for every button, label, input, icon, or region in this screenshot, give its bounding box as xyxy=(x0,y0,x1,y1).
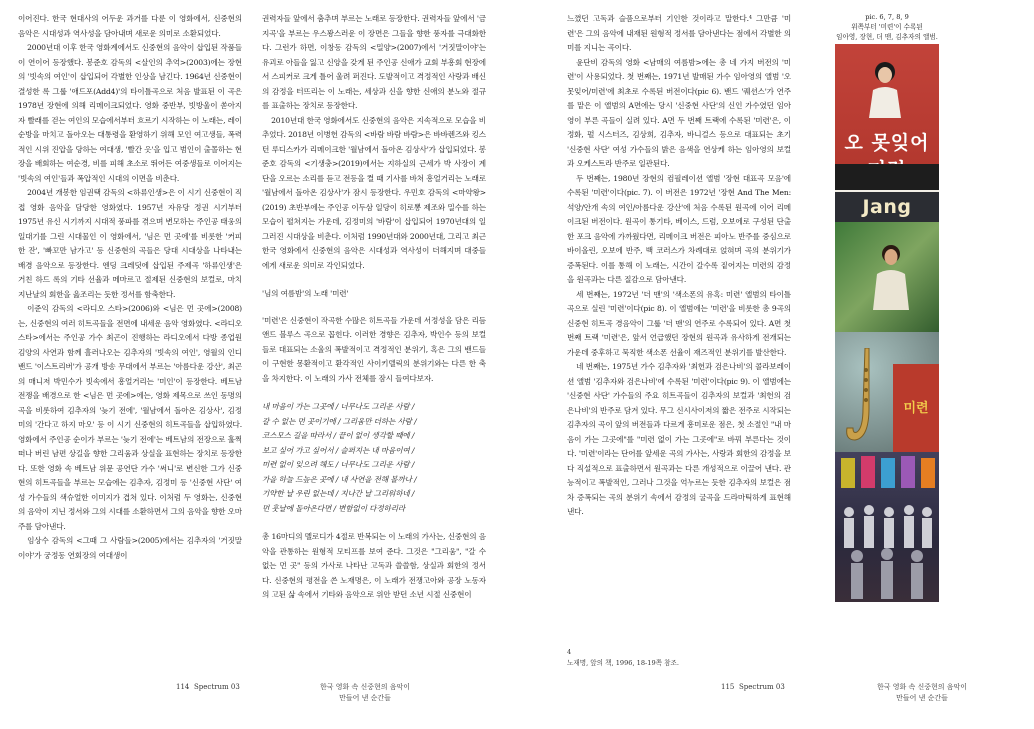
paragraph: 느꼈던 고독과 슬픔으로부터 기인한 것이라고 말한다.⁴ 그만큼 '미련'은 그의 음악에 내재된 원형적 정서를 담아낸다는 점에서 각별한 의미를 지니는 곡이다. xyxy=(567,14,791,52)
left-column-1 xyxy=(18,12,242,563)
paragraph: 이준익 감독의 <라디오 스타>(2006)와 <님은 먼 곳에>(2008)는, 신중현의 여러 히트곡들을 전면에 내세운 음악 영화였다. <라디오 스타>에서는 주인공 가수 최곤이 진행하는 라디오에서 다방 종업원 김양의 사연과 함께 흘러나오는 김추자의 '빗속의 여인', 영월의 인디밴드 '이스트리버'가 공개 방송 무대에서 부르는 '아름다운 강산', 최곤의 매니저 박민수가 빗속에서 흥얼거리는 '미인'이 등장한다. 베트남 전쟁을 배경으로 한 <님은 먼 곳에>에는, 영화 제목으로 쓰인 동명의 곡을 비롯하여 김추자의 '늦기 전에', '월남에서 돌아온 김상사', 김정미의 '간다고 하지 마오' 등 이 시기 신중현의 히트곡들을 삽입하였다. 영화에서 주인공 순이가 부르는 '늦기 전에'는 베트남의 전장으로 훌쩍 떠나 버린 남편 상길을 향한 그리움과 상실을 표현하는 장치로 등장한다. 또한 영화 속 베트남 위문 공연단 가수 '써니'로 변신한 그가 신중현의 히트곡들을 부르는 모습에는 김추자, 김정미 등 '신중현 사단' 여성 가수들의 색슈얼한 이미지가 겹쳐 있다. 이처럼 두 영화는, 신중현의 음악이 지닌 정서와 그의 시대를 소환하면서 그의 음악을 향한 오마주를 담아낸다. xyxy=(18,304,242,531)
running-title-line: 만들어 낸 순간들 xyxy=(896,694,948,702)
magazine-name: Spectrum 03 xyxy=(194,683,240,691)
running-title xyxy=(300,682,430,704)
singer-portrait-icon xyxy=(871,240,911,310)
paragraph: 2000년대 이후 한국 영화계에서도 신중현의 음악이 삽입된 작품들이 연이어 등장했다. 봉준호 감독의 <살인의 추억>(2003)에는 장현의 '빗속의 여인'이 삽입되어 각별한 인상을 남긴다. 1964년 신중현이 결성한 록 그룹 '애드포(Add4)'의 타이틀곡으로 처음 발표된 이 곡은 1978년 장현에 의해 리메이크되었다. 영화 중반부, 빗방울이 쏟아지자 빨래를 걷는 여인의 모습에서부터 흐르기 시작하는 이 노래는, 레이 순방을 마치고 돌아오는 대통령을 환영하기 위해 모인 여고생들, 폭력적인 시위 진압을 당하는 여대생, '빨간 옷'을 입고 범인이 출몰하는 현장을 배회하는 여순경, 비를 피해 초소로 뛰어든 여중생들로 이어지는 '빗속의 여인'들과 폭압적인 시대의 이면을 비춘다. xyxy=(18,43,242,183)
paragraph: 2010년대 한국 영화에서도 신중현의 음악은 지속적으로 모습을 비추었다. 2018년 이병헌 감독의 <바람 바람 바람>은 바바렌즈와 킹스턴 루디스카가 리메이크한 '월남에서 돌아온 김상사'가 삽입되었다. 봉준호 감독의 <기생충>(2019)에서는 지하실의 근세가 박 사장이 계단을 오르는 소리를 듣고 전등을 켤 때 기사를 바쳐 흥얼거리는 노래로 '월남에서 돌아온 김상사'가 잠시 등장한다. 우민호 감독의 <마약왕>(2019) 초반부에는 주인공 이두삼 일당이 히로뽕 제조와 밀수를 하는 모습이 펼쳐지는 가운데, 김정미의 '바람'이 삽입되어 1970년대의 일그러진 시대상을 비춘다. 이처럼 1990년대와 2000년대, 그리고 최근 한국 영화에서 신중현의 음악은 시대성과 역사성이 더해지며 대중들에게 새로운 의미로 각인되었다. xyxy=(262,115,486,270)
album-cover-the-men xyxy=(835,332,939,452)
running-title-line: 만들어 낸 순간들 xyxy=(339,694,391,702)
right-page xyxy=(517,0,1034,729)
section-heading: '님의 여름밤'의 노래 '미련' xyxy=(262,289,349,298)
lyric-line: 기약한 날 우린 없는데 / 지나간 날 그리워하네 / xyxy=(262,489,415,498)
paragraph: 네 번째는, 1975년 가수 김추자와 '최헌과 검은나비'의 콜라보레이션 앨범 '김추자와 검은나비'에 수록된 '미련'이다(pic 9). 이 앨범에는 '신중현 사단' 가수들의 주요 히트곡들이 김추자의 보컬과 '최헌의 검은나비'의 반주로 담겨 있다. 무그 신시사이저의 짧은 전주로 시작되는 김추자의 곡이 앞의 버전들과 다르게 흥미로운 점은, 첫 소절인 "내 마음이 가는 그곳에"를 "미련 없이 가는 그곳에"로 바꿔 부른다는 것이다. '미련'이라는 단어를 앞세운 곡의 가사는, 사랑과 회한의 감정을 보다 직설적으로 표출하면서 원곡과는 다른 개성적으로 이끌어 낸다. 관능적이고 폭발적인, 그러나 그것을 억누르는 듯한 김추자의 보컬은 점차 증폭되는 곡의 분위기 속에서 감정의 굴곡을 드라마틱하게 표현해 낸다. xyxy=(567,362,791,516)
running-title-line: 한국 영화 속 신중현의 음악이 xyxy=(319,683,411,691)
paragraph: 두 번째는, 1980년 장현의 컴필레이션 앨범 '장현 대표곡 모음'에 수록된 '미련'이다(pic. 7). 이 버전은 1972년 '장현 And The Men: 석양/안개 속의 여인/아름다운 강산'에 처음 수록된 원곡에 이어 리메이크된 버전이다. 원곡이 통기타, 베이스, 드럼, 오보에로 구성된 단출한 포크 음악에 가까웠다면, 리메이크 버전은 피아노 반주를 중심으로 바이올린, 오보에 반주, 백 코러스가 차례대로 얹혀며 곡의 분위기가 증폭된다. 이를 통해 이 노래는, 시간이 갈수록 짙어지는 미련의 감정을 원곡과는 다른 질감으로 담아낸다. xyxy=(567,173,791,284)
page-number: 114 xyxy=(176,683,190,691)
paragraph: 윤단비 감독의 영화 <남매의 여름밤>에는 총 네 가지 버전의 '미련'이 사용되었다. 첫 번째는, 1971년 발매된 가수 임아영의 앨범 '오 못잊어/미련'에 최초로 수록된 버전이다(pic 6). 밴드 '퀘션스'가 연주를 맡은 이 앨범의 A면에는 당시 '신중현 사단'의 신인 가수였던 임아영이 부른 곡들이 실려 있다. A면 두 번째 트랙에 수록된 '미련'은, 이정화, 펄 시스터즈, 김상희, 김추자, 바니걸스 등으로 대표되는 초기 '신중현 사단' 여성 가수들의 밝은 음색을 연상케 하는 임아영의 보컬과 오케스트라 반주로 일관된다. xyxy=(567,57,791,168)
footnote-text: 노재명, 앞의 책, 1996, 18-19쪽 참조. xyxy=(567,659,679,667)
left-column-2 xyxy=(262,12,486,603)
lyric-line: 가을 하늘 드높은 곳에 / 내 사연을 전해 볼까나 / xyxy=(262,474,417,484)
caption-line: pic. 6, 7, 8, 9 xyxy=(865,13,909,21)
page-number: 115 xyxy=(721,683,735,691)
running-title-line: 한국 영화 속 신중현의 음악이 xyxy=(876,683,968,691)
footnote-number: 4 xyxy=(567,648,572,656)
paragraph: 2004년 개봉한 임권택 감독의 <하류인생>은 이 시기 신중현이 직접 영화 음악을 담당한 영화였다. 1957년 자유당 정권 시기부터 1975년 유신 시기까지 시대적 풍파를 겪으며 변모하는 주인공 태웅의 일대기를 그린 시대물인 이 영화에서, '님은 먼 곳에'를 비롯한 '커피 한 잔', '빠꼬만 남가고' 등 신중현의 곡들은 당대 시대상을 나타내는 배경 음악으로 등장한다. 엔딩 크레딧에 삽입된 주제곡 '하류인생'은 거친 하드 록의 기타 선율과 메마르고 절제된 신중현의 보컬로, 마치 지난날의 회한을 읊조리는 듯한 정서를 함축한다. xyxy=(18,188,242,299)
paragraph: 권력자들 앞에서 춤추며 부르는 노래로 등장한다. 권력자들 앞에서 '금지곡'을 부르는 우스꽝스러운 이 장면은 그들을 향한 풍자를 극대화한다. 그런가 하면, 이창동 감독의 <밀양>(2007)에서 '거짓말이야'는 유괴로 아들을 잃고 신앙을 갖게 된 주인공 신애가 교회 부흥회 현장에서 스피커로 크게 틀어 울려 퍼진다. 도발적이고 격정적인 사랑과 배신의 감정을 터뜨리는 이 노래는, 세상과 신을 향한 신애의 분노와 절규를 표출하는 장치로 등장한다. xyxy=(262,14,486,110)
lyric-line: 갈 수 없는 먼 곳이기에 / 그리움만 더하는 사람 / xyxy=(262,416,417,426)
album-title: 미련 xyxy=(903,401,929,416)
caption-line: 위쪽부터 '미련'이 수록된 xyxy=(851,23,923,31)
paragraph: '미련'은 신중현이 작곡한 수많은 히트곡들 가운데 서정성을 담은 리듬 앤드 블루스 곡으로 꼽힌다. 이러한 경향은 김추자, 박인수 등의 보컬들로 대표되는 소울의 폭발적이고 격정적인 분위기, 혹은 그의 밴드들이 구현한 몽환적이고 환각적인 사이키델릭의 분위기와는 다른 한 축을 차지한다. 이 노래의 가사 전체를 잠시 들여다보자. xyxy=(262,315,486,383)
paragraph: 세 번째는, 1972년 '더 맨'의 '색소폰의 유혹: 미련' 앨범의 타이틀곡으로 실린 '미련'이다(pic 8). 이 앨범에는 '미련'을 비롯한 총 9곡의 신중현 히트곡 경음악이 그룹 '더 맨'의 연주로 수록되어 있다. A면 첫 번째 트랙 '미련'은, 앞서 언급했던 장현의 원곡과 유사하게 전개되는 가운데 중후하고 묵직한 색소폰 선율이 재즈적인 분위기를 발산한다. xyxy=(567,289,791,357)
band-group-icon xyxy=(835,452,939,602)
magazine-name: Spectrum 03 xyxy=(739,683,785,691)
album-cover-kim-chuja xyxy=(835,452,939,602)
right-column-1 xyxy=(567,12,791,520)
album-cover-jang-hyun xyxy=(835,190,939,332)
paragraph: 임상수 감독의 <그때 그 사람들>(2005)에서는 김추자의 '거짓말이야'가 궁정동 연회장의 여대생이 xyxy=(18,536,242,560)
album-cover-im-ayoung xyxy=(835,44,939,190)
lyric-line: 내 마음이 가는 그곳에 / 너무나도 그리운 사람 / xyxy=(262,402,415,411)
lyric-line: 먼 훗날에 돌아온다면 / 변함없이 다정하리라 xyxy=(262,503,406,513)
lyric-line: 미련 없이 잊으려 해도 / 너무나도 그리운 사람 / xyxy=(262,460,415,469)
caption-line: 임아영, 장현, 더 맨, 김추자의 앨범. xyxy=(836,33,938,41)
singer-portrait-icon xyxy=(865,58,905,118)
running-title xyxy=(857,682,987,704)
lyric-line: 코스모스 길을 따라서 / 끝이 없이 생각할 때에 / xyxy=(262,431,415,440)
album-title: 오 못잊어 xyxy=(844,132,930,154)
album-title: Jang xyxy=(835,192,939,222)
paragraph: 총 16마디의 멜로디가 4절로 반복되는 이 노래의 가사는, 신중현의 음악을 관통하는 원형적 모티프를 보여 준다. 그것은 "그리움", "갈 수 없는 먼 곳" 등의 가사로 나타난 고독과 쓸쓸함, 상실과 회한의 정서다. 신중현의 평전을 쓴 노재명은, 이 노래가 전쟁고아와 공장 노동자의 고된 삶 속에서 기타와 음악으로 위안 받던 소년 시절 신중현이 xyxy=(262,532,486,599)
photo-caption xyxy=(835,12,939,42)
paragraph: 이어진다. 한국 현대사의 어두운 과거를 다룬 이 영화에서, 신중현의 음악은 시대성과 역사성을 담아내며 새로운 의미로 소환되었다. xyxy=(18,14,242,38)
saxophone-icon xyxy=(843,348,893,448)
lyric-line: 보고 싶어 가고 싶어서 / 슬퍼지는 내 마음이여 / xyxy=(262,445,415,455)
